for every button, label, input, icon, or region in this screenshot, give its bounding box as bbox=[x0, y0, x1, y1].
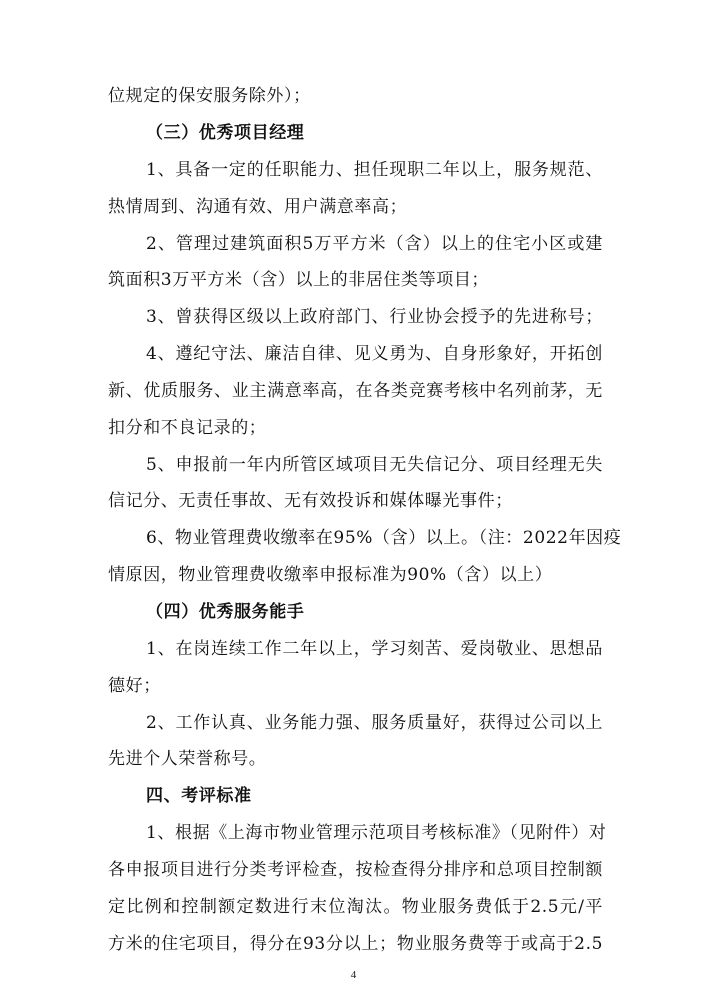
text-line: 情原因，物业管理费收缴率申报标准为90%（含）以上） bbox=[108, 565, 553, 585]
text-line: 热情周到、沟通有效、用户满意率高； bbox=[108, 197, 408, 217]
text-line: 1、在岗连续工作二年以上，学习刻苦、爱岗敬业、思想品 bbox=[146, 639, 603, 659]
section-heading: （三）优秀项目经理 bbox=[146, 123, 305, 143]
text-line: 先进个人荣誉称号。 bbox=[108, 749, 267, 769]
page-number: 4 bbox=[350, 969, 357, 981]
text-line: 3、曾获得区级以上政府部门、行业协会授予的先进称号； bbox=[146, 307, 603, 327]
text-line: 1、具备一定的任职能力、担任现职二年以上，服务规范、 bbox=[146, 160, 603, 180]
text-line: 德好； bbox=[108, 676, 161, 696]
section-heading: （四）优秀服务能手 bbox=[146, 602, 305, 622]
text-line: 各申报项目进行分类考评检查，按检查得分排序和总项目控制额 bbox=[108, 860, 603, 880]
text-line: 信记分、无责任事故、无有效投诉和媒体曝光事件； bbox=[108, 491, 513, 511]
text-line: 位规定的保安服务除外）； bbox=[108, 86, 311, 106]
text-line: 方米的住宅项目，得分在93分以上；物业服务费等于或高于2.5 bbox=[108, 934, 603, 954]
text-line: 4、遵纪守法、廉洁自律、见义勇为、自身形象好，开拓创 bbox=[146, 344, 603, 364]
text-line: 6、物业管理费收缴率在95%（含）以上。（注：2022年因疫 bbox=[146, 528, 622, 548]
text-line: 扣分和不良记录的； bbox=[108, 418, 267, 438]
text-line: 定比例和控制额定数进行末位淘汰。物业服务费低于2.5元/平 bbox=[108, 897, 603, 917]
text-line: 新、优质服务、业主满意率高，在各类竞赛考核中名列前茅，无 bbox=[108, 381, 603, 401]
text-line: 5、申报前一年内所管区域项目无失信记分、项目经理无失 bbox=[146, 455, 603, 475]
text-line: 筑面积3万平方米（含）以上的非居住类等项目； bbox=[108, 270, 490, 290]
chapter-heading: 四、考评标准 bbox=[146, 786, 252, 806]
text-line: 1、根据《上海市物业管理示范项目考核标准》（见附件）对 bbox=[146, 823, 607, 843]
text-line: 2、管理过建筑面积5万平方米（含）以上的住宅小区或建 bbox=[146, 234, 603, 254]
text-line: 2、工作认真、业务能力强、服务质量好，获得过公司以上 bbox=[146, 713, 603, 733]
